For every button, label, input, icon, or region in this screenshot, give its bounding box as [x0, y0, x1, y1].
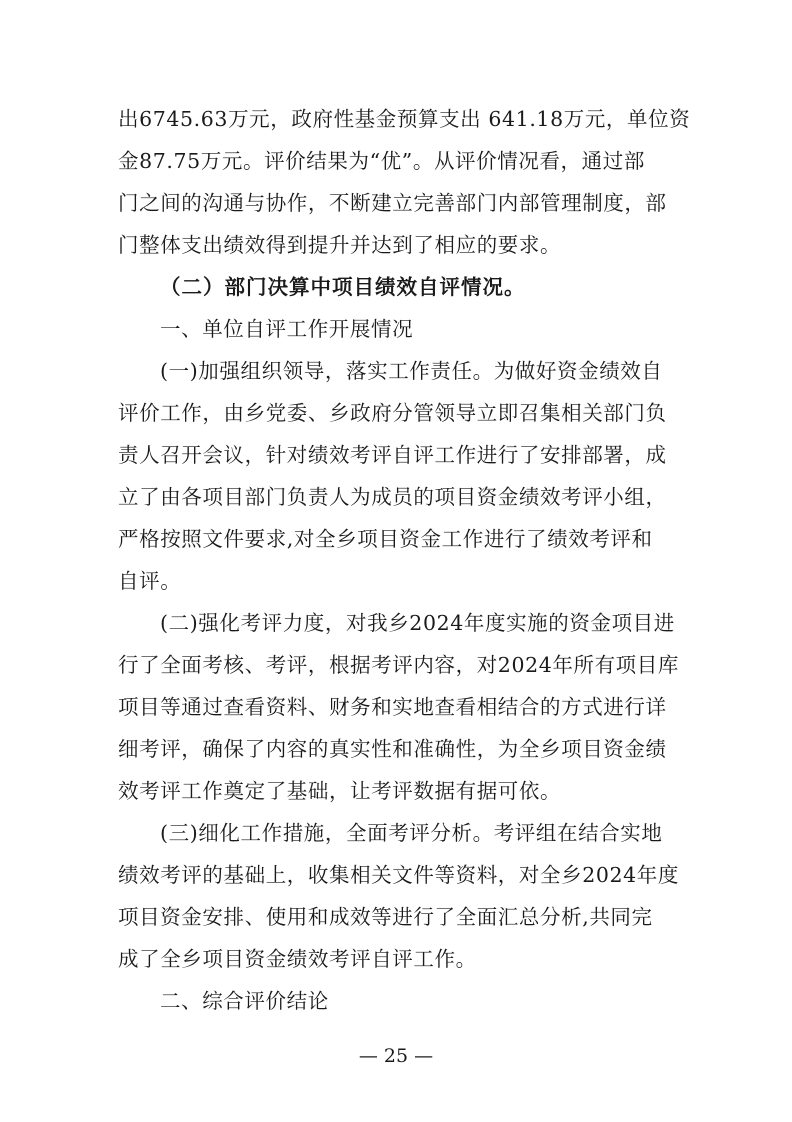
paragraph-3-line-4: 成了全乡项目资金绩效考评自评工作。: [118, 947, 477, 971]
page-number: — 25 —: [358, 1045, 434, 1067]
paragraph-1-line-2: 评价工作，由乡党委、乡政府分管领导立即召集相关部门负: [118, 401, 667, 425]
paragraph-2-line-4: 细考评，确保了内容的真实性和准确性，为全乡项目资金绩: [118, 737, 667, 761]
paragraph-1-line-5: 严格按照文件要求,对全乡项目资金工作进行了绩效考评和: [118, 527, 653, 551]
body-line-4: 门整体支出绩效得到提升并达到了相应的要求。: [118, 233, 562, 257]
body-line-3: 门之间的沟通与协作，不断建立完善部门内部管理制度，部: [118, 191, 667, 215]
paragraph-2-line-3: 项目等通过查看资料、财务和实地查看相结合的方式进行详: [118, 695, 667, 719]
body-line-2: 金87.75万元。评价结果为“优”。从评价情况看，通过部: [118, 149, 645, 173]
paragraph-3-line-3: 项目资金安排、使用和成效等进行了全面汇总分析,共同完: [118, 905, 653, 929]
subsection-heading-1: 一、单位自评工作开展情况: [160, 317, 414, 341]
section-heading: （二）部门决算中项目绩效自评情况。: [160, 275, 526, 299]
paragraph-2-line-2: 行了全面考核、考评，根据考评内容，对2024年所有项目库: [118, 653, 679, 677]
paragraph-1-line-3: 责人召开会议，针对绩效考评自评工作进行了安排部署，成: [118, 443, 667, 467]
paragraph-1-line-6: 自评。: [118, 569, 182, 593]
paragraph-2-line-5: 效考评工作奠定了基础，让考评数据有据可依。: [118, 779, 562, 803]
paragraph-1-line-4: 立了由各项目部门负责人为成员的项目资金绩效考评小组，: [118, 485, 667, 509]
subsection-heading-2: 二、综合评价结论: [160, 989, 329, 1013]
body-line-1: 出6745.63万元，政府性基金预算支出 641.18万元，单位资: [118, 107, 691, 131]
paragraph-3-line-2: 绩效考评的基础上，收集相关文件等资料，对全乡2024年度: [118, 863, 679, 887]
paragraph-3-line-1: (三)细化工作措施，全面考评分析。考评组在结合实地: [160, 821, 663, 845]
paragraph-2-line-1: (二)强化考评力度，对我乡2024年度实施的资金项目进: [160, 611, 675, 635]
paragraph-1-line-1: (一)加强组织领导，落实工作责任。为做好资金绩效自: [160, 359, 663, 383]
